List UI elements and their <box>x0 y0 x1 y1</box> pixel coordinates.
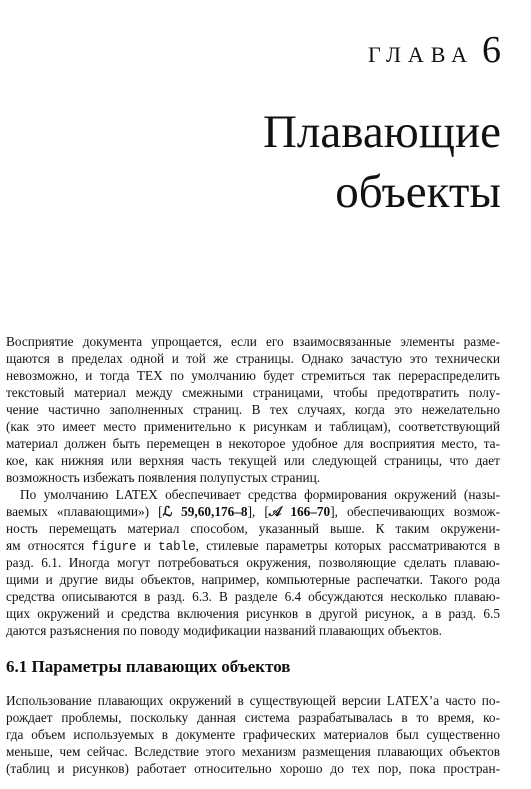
text-line: невозможно, и тогда TEX по умолчанию будет стремиться так перераспределить <box>6 368 500 383</box>
text-line: возможность избежать появления полупустых страниц. <box>6 470 321 485</box>
text-line: кое, как нижняя или верхняя часть текущей или следующей страницы, что дает <box>6 453 500 468</box>
chapter-word: ГЛАВА <box>367 42 474 67</box>
text-line: (таблиц и рисунков) работает относительно хорошо до тех пор, пока простран- <box>6 761 500 776</box>
text-span: ], обеспечивающих возмож- <box>330 504 501 519</box>
text-span: , стилевые параметры которых рассматриваются в <box>195 538 500 553</box>
text-span: ваемых «плавающими») [ <box>6 504 163 519</box>
text-line: разд. 6.1. Иногда могут потребоваться окружения, позволяющие сделать плаваю- <box>6 555 500 570</box>
text-line: ность перемещать материал способом, указанный выше. К таким окружени- <box>6 521 500 536</box>
text-span: и <box>136 538 159 553</box>
text-line: чение частично заполненных страниц. В тех случаях, когда это нежелательно <box>6 402 500 417</box>
citation-latex-companion: ℒ 59,60,176–8 <box>162 504 248 519</box>
text-line: даются разъяснения по поводу модификации названий плавающих объектов. <box>6 623 442 638</box>
text-line: средства описываются в разд. 6.3. В разделе 6.4 обсуждаются несколько плаваю- <box>6 589 500 604</box>
chapter-label <box>368 28 501 72</box>
text-line: Использование плавающих окружений в существующей версии LATEX’а часто по- <box>6 693 500 708</box>
section-heading: 6.1 Параметры плавающих объектов <box>6 657 291 676</box>
text-line: (как это имеет место применительно к рисункам и таблицам), соответствующий <box>6 419 500 434</box>
paragraph-3 <box>6 692 500 777</box>
chapter-title-line-1: Плавающие <box>262 106 501 158</box>
paragraph-2 <box>6 486 500 639</box>
chapter-number: 6 <box>482 29 501 71</box>
text-span: ], [ <box>247 504 269 519</box>
text-span: ям относятся <box>6 538 92 553</box>
text-line: материал должен быть перемещен в некоторое удобное для восприятия место, та- <box>6 436 500 451</box>
text-line: текстовый материал между смежными страницами, чтобы предотвратить полу- <box>6 385 500 400</box>
citation-latex-guide: 𝒜 166–70 <box>268 504 331 519</box>
text-line: По умолчанию LATEX обеспечивает средства формирования окружений (назы- <box>20 487 500 502</box>
text-line: рождает проблемы, поскольку данная система разрабатывалась в то время, ко- <box>6 710 500 725</box>
text-line: Восприятие документа упрощается, если его взаимосвязанные элементы разме- <box>6 334 500 349</box>
text-line-envs <box>6 537 500 554</box>
text-line: щими и другие виды объектов, например, компьютерные распечатки. Такого рода <box>6 572 500 587</box>
text-line-citations <box>6 503 500 520</box>
text-line: гда объем используемых в документе графических материалов был существенно <box>6 727 500 742</box>
chapter-title-line-2: объекты <box>335 166 501 218</box>
paragraph-1 <box>6 333 500 486</box>
chapter-title <box>263 102 501 222</box>
text-line: щаются в пределах одной и той же страницы. Однако зачастую это технически <box>6 351 500 366</box>
text-line: щих окружений и средства включения рисунков в другой рисунок, а в разд. 6.5 <box>6 606 500 621</box>
text-line: меньше, чем сейчас. Вследствие этого механизм размещения плавающих объектов <box>6 744 500 759</box>
env-figure: figure <box>91 540 137 554</box>
env-table: table <box>158 540 196 554</box>
